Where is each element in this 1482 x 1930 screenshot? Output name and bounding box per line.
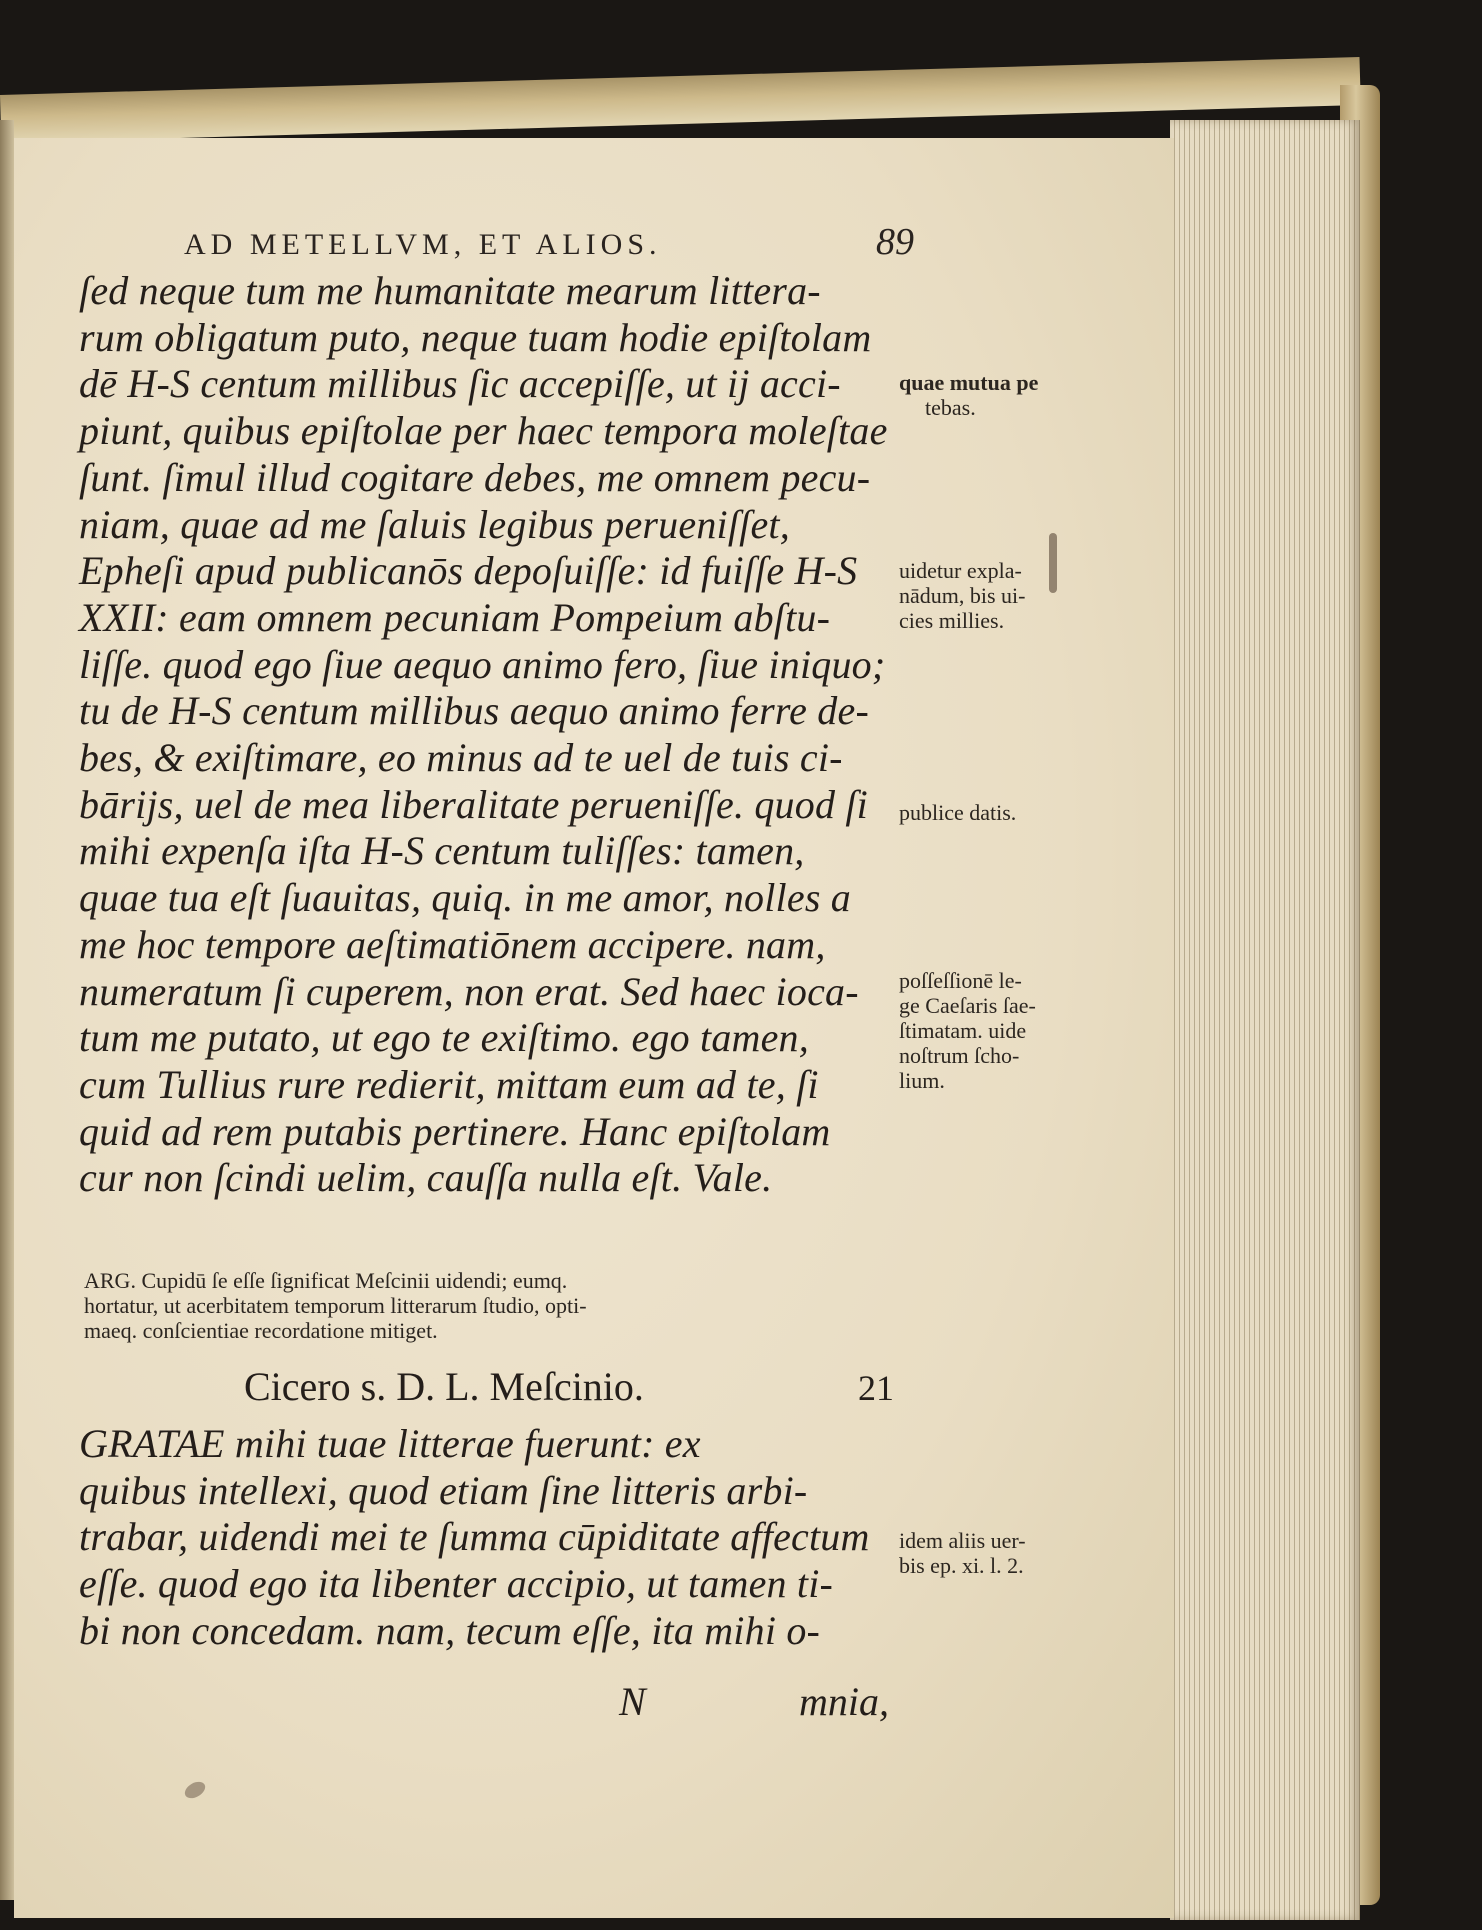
- margin-note-line: quae mutua pe: [899, 370, 1039, 395]
- margin-note-line: uidetur expla-: [899, 558, 1022, 583]
- text-line: bes, & exiſtimare, eo minus ad te uel de tuis ci-: [79, 735, 843, 781]
- margin-note: [899, 558, 1099, 633]
- text-line: quid ad rem putabis pertinere. Hanc epiſtolam: [79, 1108, 831, 1154]
- argument-block: [84, 1268, 884, 1343]
- margin-note-line: ge Caeſaris ſae-: [899, 993, 1036, 1018]
- text-line: quibus intellexi, quod etiam ſine litteris arbi-: [79, 1467, 808, 1513]
- catchword: mnia,: [799, 1679, 889, 1724]
- text-line: numeratum ſi cuperem, non erat. Sed haec ioca-: [79, 968, 859, 1014]
- text-line: piunt, quibus epiſtolae per haec tempora moleſtae: [79, 408, 888, 454]
- margin-note: [899, 370, 1099, 420]
- running-head-title: AD METELLVM, ET ALIOS.: [184, 228, 662, 261]
- margin-note: [899, 968, 1099, 1093]
- text-line: ſunt. ſimul illud cogitare debes, me omnem pecu-: [79, 454, 871, 500]
- letter-heading: [244, 1363, 894, 1410]
- letter-heading-title: Cicero s. D. L. Meſcinio.: [244, 1364, 644, 1409]
- text-line: quae tua eſt ſuauitas, quiq. in me amor, nolles a: [79, 875, 851, 921]
- text-line: dē H-S centum millibus ſic accepiſſe, ut ij acci-: [79, 361, 841, 407]
- main-text-block: [79, 268, 899, 1202]
- margin-note-line: cies millies.: [899, 608, 1005, 633]
- page-stain: [1049, 533, 1057, 593]
- letter-text-block: [79, 1421, 899, 1655]
- margin-note: [899, 800, 1099, 825]
- text-line: rum obligatum puto, neque tuam hodie epiſtolam: [79, 314, 872, 360]
- argument-line: maeq. conſcientiae recordatione mitiget.: [84, 1318, 438, 1343]
- text-line: tu de H-S centum millibus aequo animo ferre de-: [79, 688, 869, 734]
- text-line: cur non ſcindi uelim, cauſſa nulla eſt. Vale.: [79, 1155, 773, 1201]
- margin-note-line: bis ep. xi. l. 2.: [899, 1553, 1024, 1578]
- running-head: [184, 220, 914, 264]
- page-block-edges: [1170, 120, 1360, 1920]
- text-line: cum Tullius rure redierit, mittam eum ad te, ſi: [79, 1061, 819, 1107]
- signature-mark: N: [619, 1679, 646, 1724]
- margin-note-line: ſtimatam. uide: [899, 1018, 1027, 1043]
- text-line: mihi expenſa iſta H-S centum tuliſſes: tamen,: [79, 828, 805, 874]
- argument-line: hortatur, ut acerbitatem temporum litterarum ſtudio, opti-: [84, 1293, 587, 1318]
- book-page: [14, 138, 1174, 1918]
- text-line: me hoc tempore aeſtimatiōnem accipere. nam,: [79, 921, 826, 967]
- text-line: bārijs, uel de mea liberalitate perueniſſe. quod ſi: [79, 781, 868, 827]
- letter-number: 21: [858, 1368, 894, 1408]
- text-line: GRATAE mihi tuae litterae fuerunt: ex: [79, 1421, 701, 1466]
- text-line: tum me putato, ut ego te exiſtimo. ego tamen,: [79, 1015, 809, 1061]
- page-number: 89: [876, 221, 914, 263]
- text-line: niam, quae ad me ſaluis legibus perueniſſet,: [79, 501, 790, 547]
- margin-note-line: idem aliis uer-: [899, 1528, 1026, 1553]
- left-page-edge: [0, 120, 14, 1900]
- text-line: ſed neque tum me humanitate mearum littera-: [79, 268, 821, 313]
- margin-note-line: publice datis.: [899, 800, 1017, 825]
- text-line: trabar, uidendi mei te ſumma cūpiditate affectum: [79, 1514, 870, 1560]
- margin-note-line: noſtrum ſcho-: [899, 1043, 1020, 1068]
- margin-note-line: tebas.: [925, 395, 976, 420]
- book-top-edge: [0, 57, 1361, 143]
- margin-note: [899, 1528, 1099, 1578]
- ink-blot: [182, 1778, 208, 1801]
- margin-note-line: nādum, bis ui-: [899, 583, 1026, 608]
- margin-note-line: poſſeſſionē le-: [899, 968, 1022, 993]
- text-line: bi non concedam. nam, tecum eſſe, ita mihi o-: [79, 1607, 821, 1653]
- catchword-row: [619, 1678, 889, 1725]
- margin-note-line: lium.: [899, 1068, 945, 1093]
- argument-line: ARG. Cupidū ſe eſſe ſignificat Meſcinii uidendi; eumq.: [84, 1268, 568, 1293]
- text-line: XXII: eam omnem pecuniam Pompeium abſtu-: [79, 594, 831, 640]
- text-line: eſſe. quod ego ita libenter accipio, ut tamen ti-: [79, 1561, 834, 1607]
- text-line: Epheſi apud publicanōs depoſuiſſe: id fuiſſe H-S: [79, 548, 858, 594]
- text-line: liſſe. quod ego ſiue aequo animo fero, ſiue iniquo;: [79, 641, 886, 687]
